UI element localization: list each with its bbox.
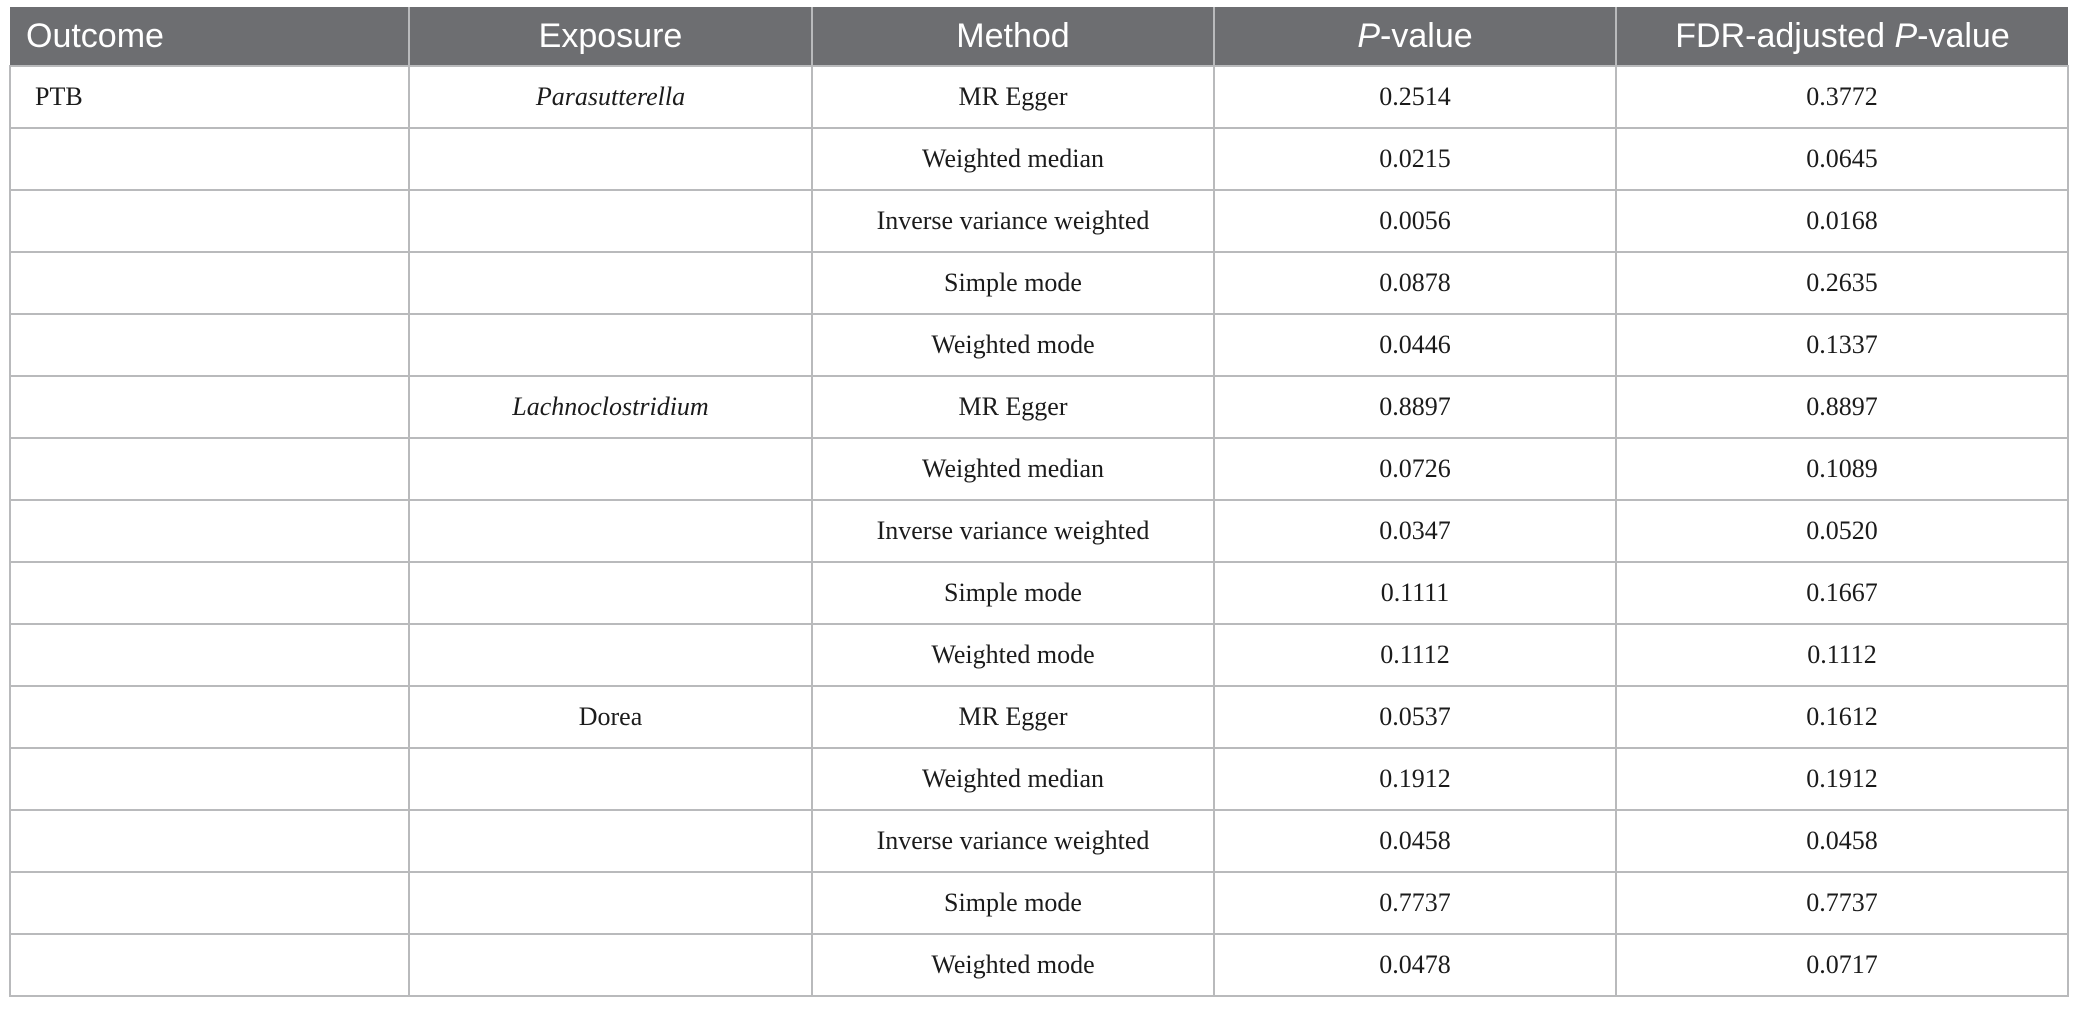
cell-exposure (409, 252, 812, 314)
cell-method: Weighted median (812, 128, 1214, 190)
header-method: Method (812, 7, 1214, 66)
cell-outcome (10, 500, 409, 562)
cell-method: Weighted mode (812, 624, 1214, 686)
cell-outcome (10, 128, 409, 190)
cell-exposure (409, 500, 812, 562)
cell-fdr-p-value: 0.8897 (1616, 376, 2068, 438)
cell-outcome (10, 314, 409, 376)
table-row (10, 686, 2068, 748)
table-row (10, 252, 2068, 314)
cell-method: Weighted mode (812, 314, 1214, 376)
header-exposure: Exposure (409, 7, 812, 66)
header-fdr-prefix: FDR-adjusted (1675, 16, 1895, 55)
cell-exposure: Dorea (409, 686, 812, 748)
cell-method: Simple mode (812, 562, 1214, 624)
header-fdr-p-value (1616, 7, 2068, 66)
cell-p-value: 0.0056 (1214, 190, 1616, 252)
cell-fdr-p-value: 0.1112 (1616, 624, 2068, 686)
cell-outcome (10, 252, 409, 314)
cell-p-value: 0.0478 (1214, 934, 1616, 996)
mr-results-table (9, 7, 2069, 997)
cell-method: Inverse variance weighted (812, 810, 1214, 872)
cell-fdr-p-value: 0.0717 (1616, 934, 2068, 996)
table-row (10, 376, 2068, 438)
cell-fdr-p-value: 0.0168 (1616, 190, 2068, 252)
cell-p-value: 0.1112 (1214, 624, 1616, 686)
header-p-value (1214, 7, 1616, 66)
cell-exposure: Parasutterella (409, 66, 812, 128)
table-row (10, 562, 2068, 624)
cell-outcome (10, 872, 409, 934)
cell-p-value: 0.0458 (1214, 810, 1616, 872)
cell-method: MR Egger (812, 66, 1214, 128)
header-row (10, 7, 2068, 66)
cell-p-value: 0.0726 (1214, 438, 1616, 500)
cell-method: MR Egger (812, 376, 1214, 438)
cell-exposure (409, 438, 812, 500)
cell-outcome (10, 562, 409, 624)
cell-p-value: 0.1111 (1214, 562, 1616, 624)
cell-outcome (10, 934, 409, 996)
cell-exposure (409, 624, 812, 686)
cell-outcome (10, 810, 409, 872)
table-row (10, 872, 2068, 934)
cell-fdr-p-value: 0.7737 (1616, 872, 2068, 934)
table-row (10, 748, 2068, 810)
cell-outcome: PTB (10, 66, 409, 128)
cell-exposure (409, 128, 812, 190)
cell-fdr-p-value: 0.1337 (1616, 314, 2068, 376)
table-body (10, 66, 2068, 996)
cell-exposure (409, 314, 812, 376)
cell-exposure: Lachnoclostridium (409, 376, 812, 438)
cell-exposure (409, 748, 812, 810)
cell-exposure (409, 190, 812, 252)
table-header (10, 7, 2068, 66)
cell-fdr-p-value: 0.2635 (1616, 252, 2068, 314)
cell-p-value: 0.0537 (1214, 686, 1616, 748)
cell-fdr-p-value: 0.1612 (1616, 686, 2068, 748)
cell-method: Weighted median (812, 748, 1214, 810)
cell-fdr-p-value: 0.1667 (1616, 562, 2068, 624)
cell-p-value: 0.2514 (1214, 66, 1616, 128)
cell-method: Weighted median (812, 438, 1214, 500)
cell-p-value: 0.0215 (1214, 128, 1616, 190)
cell-p-value: 0.0347 (1214, 500, 1616, 562)
cell-outcome (10, 190, 409, 252)
cell-outcome (10, 748, 409, 810)
cell-outcome (10, 624, 409, 686)
cell-fdr-p-value: 0.0458 (1616, 810, 2068, 872)
cell-p-value: 0.8897 (1214, 376, 1616, 438)
table-row (10, 500, 2068, 562)
table-row (10, 438, 2068, 500)
cell-method: Simple mode (812, 872, 1214, 934)
header-outcome: Outcome (10, 7, 409, 66)
table-row (10, 934, 2068, 996)
cell-p-value: 0.0878 (1214, 252, 1616, 314)
cell-p-value: 0.7737 (1214, 872, 1616, 934)
cell-method: MR Egger (812, 686, 1214, 748)
table-row (10, 314, 2068, 376)
cell-method: Simple mode (812, 252, 1214, 314)
header-fdr-italic: P (1894, 16, 1918, 55)
cell-exposure (409, 934, 812, 996)
cell-exposure (409, 562, 812, 624)
cell-fdr-p-value: 0.1912 (1616, 748, 2068, 810)
header-p-italic: P (1357, 16, 1381, 55)
table-row (10, 190, 2068, 252)
cell-outcome (10, 686, 409, 748)
cell-method: Inverse variance weighted (812, 500, 1214, 562)
cell-exposure (409, 810, 812, 872)
cell-p-value: 0.0446 (1214, 314, 1616, 376)
cell-fdr-p-value: 0.3772 (1616, 66, 2068, 128)
table-row (10, 128, 2068, 190)
header-p-rest: -value (1380, 16, 1473, 55)
cell-exposure (409, 872, 812, 934)
cell-outcome (10, 376, 409, 438)
cell-fdr-p-value: 0.1089 (1616, 438, 2068, 500)
table-row (10, 66, 2068, 128)
header-fdr-rest: -value (1917, 16, 2010, 55)
cell-fdr-p-value: 0.0520 (1616, 500, 2068, 562)
table-row (10, 624, 2068, 686)
results-table-container (9, 7, 2067, 997)
cell-method: Inverse variance weighted (812, 190, 1214, 252)
cell-method: Weighted mode (812, 934, 1214, 996)
table-row (10, 810, 2068, 872)
cell-p-value: 0.1912 (1214, 748, 1616, 810)
cell-fdr-p-value: 0.0645 (1616, 128, 2068, 190)
cell-outcome (10, 438, 409, 500)
